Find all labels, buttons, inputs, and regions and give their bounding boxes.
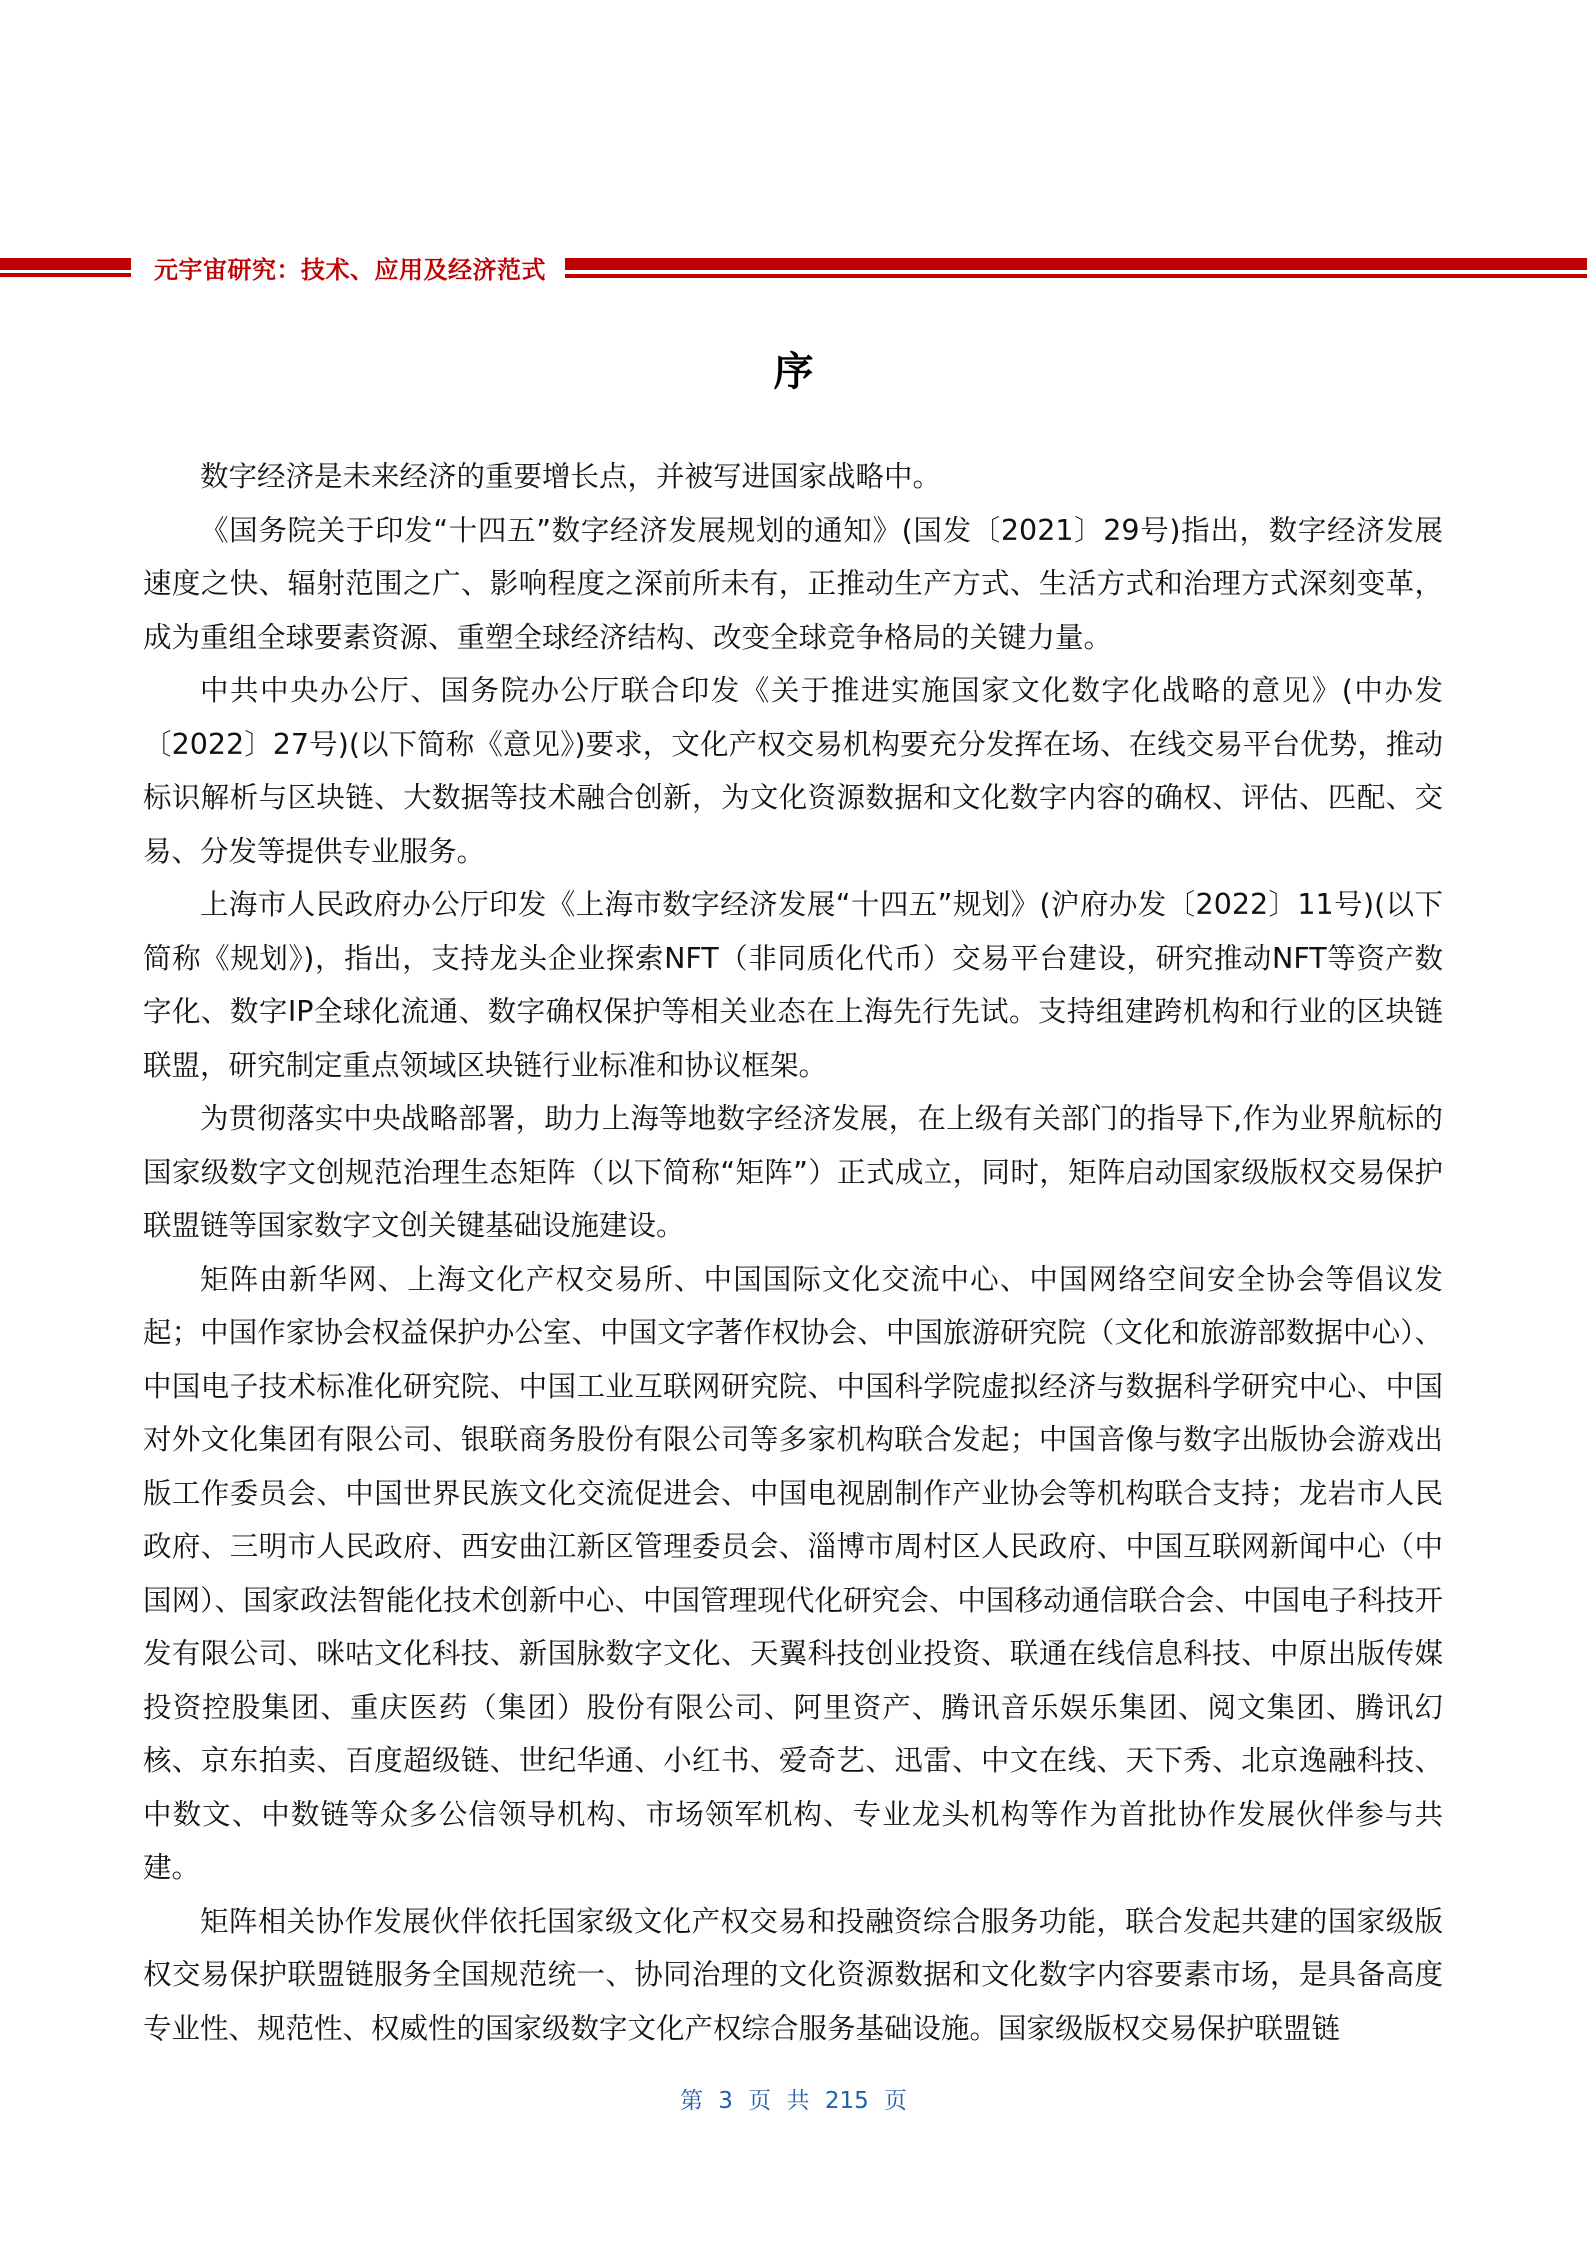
header-rule-left-thin xyxy=(0,273,131,277)
paragraph: 矩阵相关协作发展伙伴依托国家级文化产权交易和投融资综合服务功能，联合发起共建的国家级版权交易保护联盟链服务全国规范统一、协同治理的文化资源数据和文化数字内容要素市场，是具备高度专业性、规范性、权威性的国家级数字文化产权综合服务基础设施。国家级版权交易保护联盟链 xyxy=(143,1904,1443,2045)
page-title: 序 xyxy=(773,349,814,395)
paragraph: 上海市人民政府办公厅印发《上海市数字经济发展“十四五”规划》(沪府办发〔2022〕11号)(以下简称《规划》)，指出，支持龙头企业探索NFT（非同质化代币）交易平台建设，研究推动NFT等资产数字化、数字IP全球化流通、数字确权保护等相关业态在上海先行先试。支持组建跨机构和行业的区块链联盟，研究制定重点领域区块链行业标准和协议框架。 xyxy=(143,888,1443,1082)
paragraph: 为贯彻落实中央战略部署，助力上海等地数字经济发展，在上级有关部门的指导下,作为业界航标的国家级数字文创规范治理生态矩阵（以下简称“矩阵”）正式成立，同时，矩阵启动国家级版权交易保护联盟链等国家数字文创关键基础设施建设。 xyxy=(143,1102,1444,1242)
page-number: 第 3 页 共 215 页 xyxy=(679,2088,908,2114)
paragraph: 矩阵由新华网、上海文化产权交易所、中国国际文化交流中心、中国网络空间安全协会等倡议发起；中国作家协会权益保护办公室、中国文字著作权协会、中国旅游研究院（文化和旅游部数据中心）、中国电子技术标准化研究院、中国工业互联网研究院、中国科学院虚拟经济与数据科学研究中心、中国对外文化集团有限公司、银联商务股份有限公司等多家机构联合发起；中国音像与数字出版协会游戏出版工作委员会、中国世界民族文化交流促进会、中国电视剧制作产业协会等机构联合支持；龙岩市人民政府、三明市人民政府、西安曲江新区管理委员会、淄博市周村区人民政府、中国互联网新闻中心（中国网）、国家政法智能化技术创新中心、中国管理现代化研究会、中国移动通信联合会、中国电子科技开发有限公司、咪咕文化科技、新国脉数字文化、天翼科技创业投资、联通在线信息科技、中原出版传媒投资控股集团、重庆医药（集团）股份有限公司、阿里资产、腾讯音乐娱乐集团、阅文集团、腾讯幻核、京东拍卖、百度超级链、世纪华通、小红书、爱奇艺、迅雷、中文在线、天下秀、北京逸融科技、中数文、中数链等众多公信领导机构、市场领军机构、专业龙头机构等作为首批协作发展伙伴参与共建。 xyxy=(143,1262,1443,1884)
header-rule-right-thick xyxy=(565,258,1587,270)
header-rule-right-thin xyxy=(565,274,1587,278)
header-rule-left-thick xyxy=(0,258,131,270)
paragraph: 数字经济是未来经济的重要增长点，并被写进国家战略中。 xyxy=(200,460,942,493)
paragraph: 《国务院关于印发“十四五”数字经济发展规划的通知》(国发〔2021〕29号)指出，数字经济发展速度之快、辐射范围之广、影响程度之深前所未有，正推动生产方式、生活方式和治理方式深刻变革，成为重组全球要素资源、重塑全球经济结构、改变全球竞争格局的关键力量。 xyxy=(143,513,1443,654)
paragraph: 中共中央办公厅、国务院办公厅联合印发《关于推进实施国家文化数字化战略的意见》(中办发〔2022〕27号)(以下简称《意见》)要求，文化产权交易机构要充分发挥在场、在线交易平台优势，推动标识解析与区块链、大数据等技术融合创新，为文化资源数据和文化数字内容的确权、评估、匹配、交易、分发等提供专业服务。 xyxy=(143,674,1443,868)
running-header-title: 元宇宙研究：技术、应用及经济范式 xyxy=(154,256,546,284)
body-text xyxy=(143,450,1443,2055)
